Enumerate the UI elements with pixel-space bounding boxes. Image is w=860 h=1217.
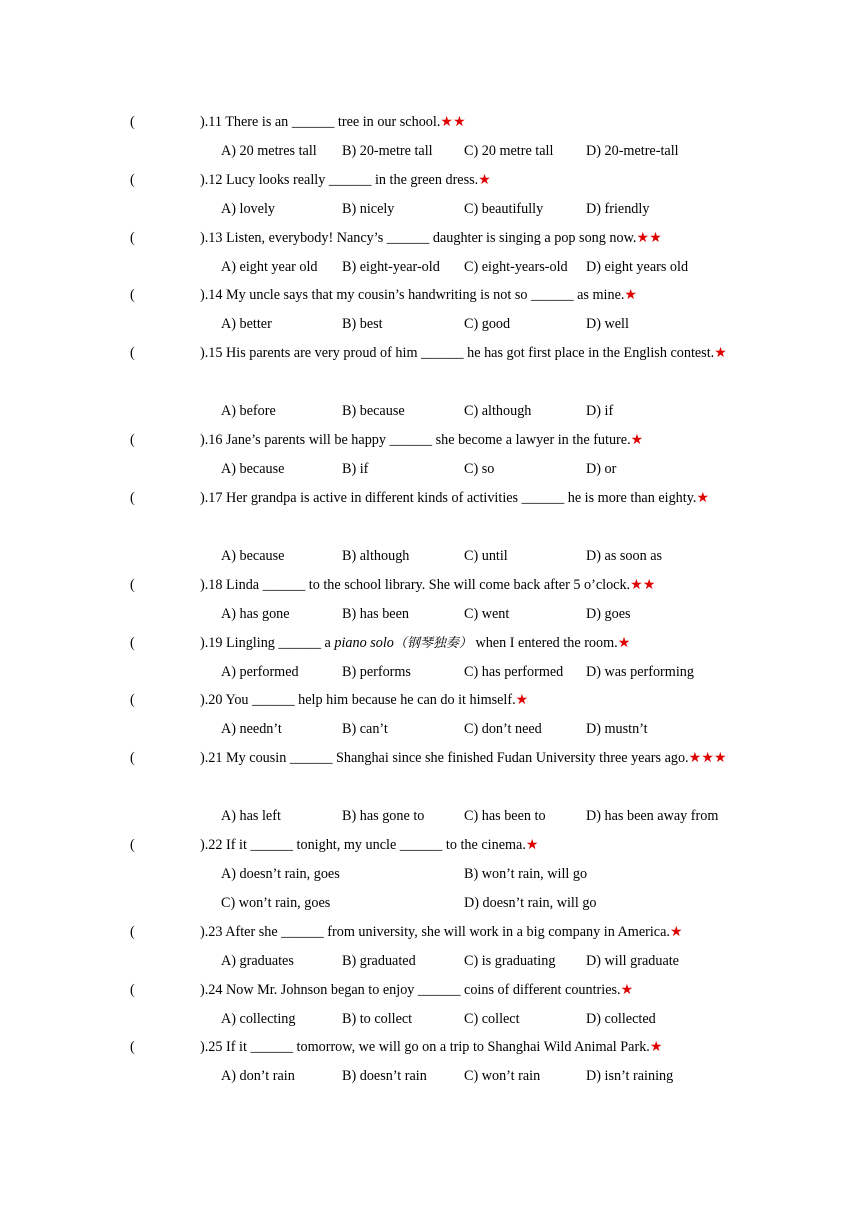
question-text: Her grandpa is active in different kinds of activities ______ he is more than eighty. — [226, 490, 697, 506]
answer-blank[interactable]: ( — [130, 982, 135, 998]
option-c[interactable]: C) has been to — [464, 808, 546, 824]
option-c[interactable]: C) until — [464, 548, 508, 564]
option-c[interactable]: C) won’t rain, goes — [221, 895, 331, 911]
option-b[interactable]: B) although — [342, 548, 410, 564]
question-number: .17 — [204, 490, 223, 506]
question-text: If it ______ tonight, my uncle ______ to the cinema. — [226, 837, 526, 853]
question-12: ( ).12 Lucy looks really ______ in the green dress.★ — [130, 166, 730, 195]
question-20: ( ).20 You ______ help him because he can do it himself.★ — [130, 686, 730, 715]
italic-term: piano solo — [334, 635, 394, 651]
option-a[interactable]: A) don’t rain — [221, 1068, 295, 1084]
option-b[interactable]: B) 20-metre tall — [342, 143, 433, 159]
answer-blank[interactable]: ( — [130, 172, 135, 188]
question-number: .14 — [204, 287, 223, 303]
option-b[interactable]: B) nicely — [342, 201, 395, 217]
answer-blank[interactable]: ( — [130, 230, 135, 246]
option-b[interactable]: B) to collect — [342, 1011, 413, 1027]
question-text: Linda ______ to the school library. She will come back after 5 o’clock. — [226, 577, 631, 593]
question-18: ( ).18 Linda ______ to the school library. She will come back after 5 o’clock.★★ — [130, 571, 730, 600]
option-b[interactable]: B) if — [342, 461, 369, 477]
option-d[interactable]: D) if — [586, 403, 614, 419]
question-text: My cousin ______ Shanghai since she finished Fudan University three years ago. — [226, 750, 689, 766]
option-d[interactable]: D) 20-metre-tall — [586, 143, 679, 159]
option-b[interactable]: B) won’t rain, will go — [464, 866, 588, 882]
answer-blank[interactable]: ( — [130, 577, 135, 593]
option-d[interactable]: D) well — [586, 316, 629, 332]
question-text: Listen, everybody! Nancy’s ______ daughter is singing a pop song now. — [226, 230, 637, 246]
option-b[interactable]: B) performs — [342, 664, 411, 680]
question-text: His parents are very proud of him ______ he has got first place in the English contest. — [226, 345, 715, 361]
question-24: ( ).24 Now Mr. Johnson began to enjoy ______ coins of different countries.★ — [130, 976, 730, 1005]
option-a[interactable]: A) doesn’t rain, goes — [221, 866, 340, 882]
answer-blank[interactable]: ( — [130, 1039, 135, 1055]
question-17: ( ).17 Her grandpa is active in different kinds of activities ______ he is more than eighty.★ — [130, 484, 730, 513]
question-text: After she ______ from university, she will work in a big company in America. — [225, 924, 670, 940]
question-number: .21 — [204, 750, 223, 766]
question-number: .12 — [204, 172, 223, 188]
option-b[interactable]: B) best — [342, 316, 383, 332]
question-25: ( ).25 If it ______ tomorrow, we will go on a trip to Shanghai Wild Animal Park.★ — [130, 1033, 730, 1062]
option-d[interactable]: D) or — [586, 461, 617, 477]
option-b[interactable]: B) eight-year-old — [342, 259, 440, 275]
option-b[interactable]: B) has been — [342, 606, 409, 622]
option-c[interactable]: C) is graduating — [464, 953, 556, 969]
question-text: Lucy looks really ______ in the green dress. — [226, 172, 479, 188]
option-a[interactable]: A) 20 metres tall — [221, 143, 317, 159]
option-b[interactable]: B) doesn’t rain — [342, 1068, 427, 1084]
question-text: There is an ______ tree in our school. — [225, 114, 441, 130]
option-c[interactable]: C) has performed — [464, 664, 564, 680]
question-number: .18 — [204, 577, 223, 593]
difficulty-stars: ★★ — [630, 577, 656, 593]
question-13: ( ).13 Listen, everybody! Nancy’s ______ daughter is singing a pop song now.★★ — [130, 224, 730, 253]
difficulty-stars: ★ — [649, 1039, 663, 1055]
option-d[interactable]: D) will graduate — [586, 953, 679, 969]
difficulty-stars: ★ — [624, 287, 638, 303]
option-a[interactable]: A) collecting — [221, 1011, 296, 1027]
answer-blank[interactable]: ( — [130, 837, 135, 853]
option-a[interactable]: A) performed — [221, 664, 299, 680]
question-15: ( ).15 His parents are very proud of him ______ he has got first place in the English contest.★ — [130, 339, 730, 368]
option-a[interactable]: A) needn’t — [221, 721, 282, 737]
option-a[interactable]: A) has gone — [221, 606, 290, 622]
question-text: Now Mr. Johnson began to enjoy ______ coins of different countries. — [226, 982, 621, 998]
chinese-gloss: （钢琴独奏） — [393, 636, 472, 651]
answer-blank[interactable]: ( — [130, 750, 135, 766]
difficulty-stars: ★ — [617, 635, 631, 651]
question-16: ( ).16 Jane’s parents will be happy ______ she become a lawyer in the future.★ — [130, 426, 730, 455]
option-c[interactable]: C) won’t rain — [464, 1068, 541, 1084]
question-text: Lingling ______ a piano solo（钢琴独奏） when I entered the room. — [226, 635, 618, 651]
question-text: If it ______ tomorrow, we will go on a trip to Shanghai Wild Animal Park. — [226, 1039, 650, 1055]
difficulty-stars: ★★ — [636, 230, 662, 246]
option-d[interactable]: D) goes — [586, 606, 631, 622]
option-d[interactable]: D) friendly — [586, 201, 650, 217]
option-d[interactable]: D) eight years old — [586, 259, 689, 275]
option-c[interactable]: C) although — [464, 403, 532, 419]
option-d[interactable]: D) collected — [586, 1011, 656, 1027]
option-c[interactable]: C) beautifully — [464, 201, 544, 217]
question-19: ( ).19 Lingling ______ a piano solo（钢琴独奏） when I entered the room.★ — [130, 629, 730, 658]
option-a[interactable]: A) has left — [221, 808, 281, 824]
question-text: You ______ help him because he can do it himself. — [225, 692, 516, 708]
option-b[interactable]: B) because — [342, 403, 405, 419]
option-c[interactable]: C) 20 metre tall — [464, 143, 554, 159]
question-number: .11 — [204, 114, 222, 130]
option-a[interactable]: A) eight year old — [221, 259, 318, 275]
question-number: .20 — [204, 692, 223, 708]
option-c[interactable]: C) eight-years-old — [464, 259, 568, 275]
option-a[interactable]: A) lovely — [221, 201, 275, 217]
answer-blank[interactable]: ( — [130, 924, 135, 940]
question-11: ( ).11 There is an ______ tree in our school.★★ — [130, 108, 730, 137]
option-b[interactable]: B) graduated — [342, 953, 416, 969]
option-a[interactable]: A) better — [221, 316, 272, 332]
question-number: .24 — [204, 982, 223, 998]
answer-blank[interactable]: ( — [130, 345, 135, 361]
option-d[interactable]: D) has been away from — [586, 808, 719, 824]
option-d[interactable]: D) mustn’t — [586, 721, 648, 737]
difficulty-stars: ★★★ — [688, 750, 727, 766]
answer-blank[interactable]: ( — [130, 635, 135, 651]
difficulty-stars: ★★ — [440, 114, 466, 130]
option-d[interactable]: D) was performing — [586, 664, 694, 680]
difficulty-stars: ★ — [630, 432, 644, 448]
difficulty-stars: ★ — [525, 837, 539, 853]
question-number: .16 — [204, 432, 223, 448]
answer-blank[interactable]: ( — [130, 692, 135, 708]
difficulty-stars: ★ — [714, 345, 727, 361]
difficulty-stars: ★ — [515, 692, 529, 708]
option-a[interactable]: A) graduates — [221, 953, 294, 969]
difficulty-stars: ★ — [669, 924, 683, 940]
option-d[interactable]: D) isn’t raining — [586, 1068, 674, 1084]
answer-blank[interactable]: ( — [130, 114, 135, 130]
question-21: ( ).21 My cousin ______ Shanghai since she finished Fudan University three years ago.★★★ — [130, 744, 730, 773]
difficulty-stars: ★ — [478, 172, 491, 188]
question-number: .25 — [204, 1039, 223, 1055]
answer-blank[interactable]: ( — [130, 287, 135, 303]
question-number: .22 — [204, 837, 223, 853]
question-number: .15 — [204, 345, 223, 361]
question-number: .19 — [204, 635, 223, 651]
question-number: .23 — [204, 924, 223, 940]
option-b[interactable]: B) has gone to — [342, 808, 425, 824]
answer-blank[interactable]: ( — [130, 432, 135, 448]
option-a[interactable]: A) because — [221, 548, 285, 564]
option-c[interactable]: C) collect — [464, 1011, 520, 1027]
difficulty-stars: ★ — [620, 982, 634, 998]
option-c[interactable]: C) went — [464, 606, 510, 622]
question-text: My uncle says that my cousin’s handwriting is not so ______ as mine. — [226, 287, 625, 303]
difficulty-stars: ★ — [696, 490, 710, 506]
option-d[interactable]: D) doesn’t rain, will go — [464, 895, 597, 911]
option-d[interactable]: D) as soon as — [586, 548, 663, 564]
answer-blank[interactable]: ( — [130, 490, 135, 506]
option-c[interactable]: C) don’t need — [464, 721, 542, 737]
option-c[interactable]: C) good — [464, 316, 511, 332]
question-22: ( ).22 If it ______ tonight, my uncle ______ to the cinema.★ — [130, 831, 730, 860]
question-23: ( ).23 After she ______ from university, she will work in a big company in America.★ — [130, 918, 730, 947]
question-text: Jane’s parents will be happy ______ she become a lawyer in the future. — [226, 432, 631, 448]
question-number: .13 — [204, 230, 223, 246]
option-a[interactable]: A) before — [221, 403, 276, 419]
option-a[interactable]: A) because — [221, 461, 285, 477]
option-c[interactable]: C) so — [464, 461, 495, 477]
option-b[interactable]: B) can’t — [342, 721, 388, 737]
question-14: ( ).14 My uncle says that my cousin’s handwriting is not so ______ as mine.★ — [130, 281, 730, 310]
